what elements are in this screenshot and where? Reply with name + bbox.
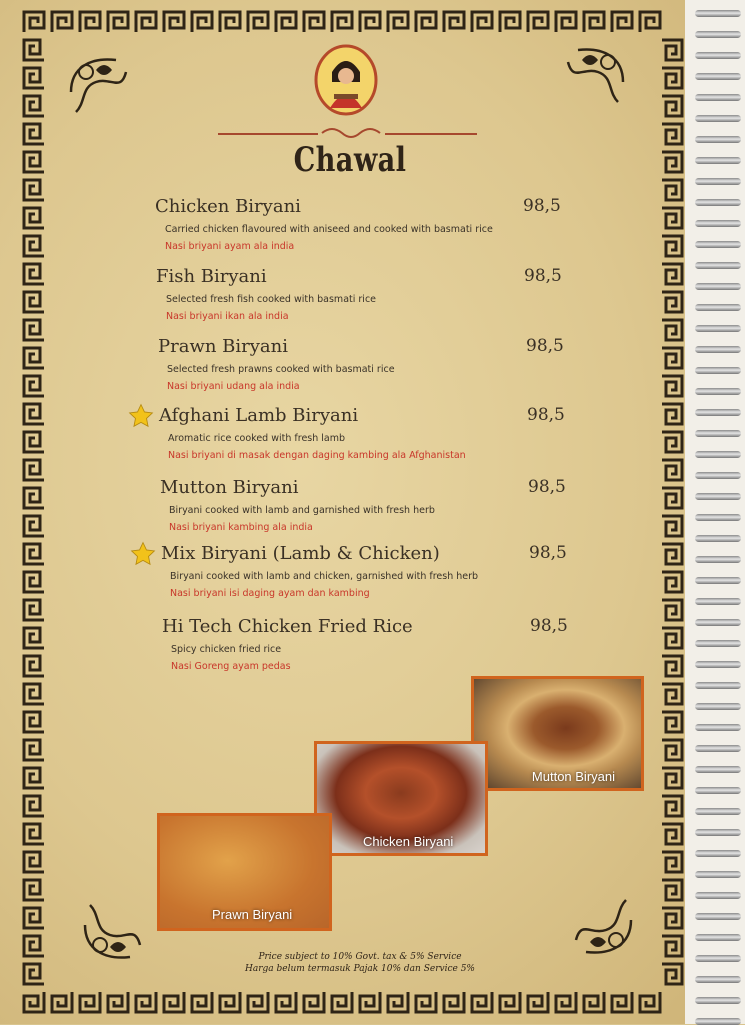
greek-key-motif bbox=[554, 990, 578, 1014]
spiral-ring bbox=[695, 346, 741, 353]
menu-item-translation: Nasi briyani kambing ala india bbox=[169, 522, 313, 533]
greek-key-motif bbox=[660, 906, 684, 930]
spiral-ring bbox=[695, 976, 741, 983]
spiral-ring bbox=[695, 619, 741, 626]
greek-key-motif bbox=[22, 878, 46, 902]
menu-item-price: 98,5 bbox=[523, 196, 561, 216]
menu-item-translation: Nasi briyani ikan ala india bbox=[166, 311, 289, 322]
photo-mutton-biryani bbox=[471, 676, 644, 791]
greek-key-motif bbox=[442, 990, 466, 1014]
spiral-ring bbox=[695, 514, 741, 521]
greek-key-motif bbox=[302, 10, 326, 34]
greek-key-motif bbox=[610, 10, 634, 34]
greek-key-motif bbox=[22, 710, 46, 734]
greek-key-motif bbox=[78, 10, 102, 34]
spiral-ring bbox=[695, 52, 741, 59]
greek-key-motif bbox=[660, 822, 684, 846]
spiral-ring bbox=[695, 157, 741, 164]
spiral-ring bbox=[695, 451, 741, 458]
greek-key-motif bbox=[22, 122, 46, 146]
spiral-ring bbox=[695, 850, 741, 857]
greek-key-motif bbox=[554, 10, 578, 34]
greek-key-motif bbox=[190, 990, 214, 1014]
greek-key-motif bbox=[660, 150, 684, 174]
menu-item-price: 98,5 bbox=[530, 616, 568, 636]
spiral-ring bbox=[695, 493, 741, 500]
greek-key-motif bbox=[22, 850, 46, 874]
menu-item-description: Aromatic rice cooked with fresh lamb bbox=[168, 433, 346, 444]
footer-note-translation: Harga belum termasuk Pajak 10% dan Service 5% bbox=[245, 964, 475, 974]
menu-item-price: 98,5 bbox=[527, 405, 565, 425]
greek-key-motif bbox=[442, 10, 466, 34]
greek-key-motif bbox=[498, 990, 522, 1014]
menu-item-description: Biryani cooked with lamb and chicken, garnished with fresh herb bbox=[170, 571, 479, 582]
greek-key-motif bbox=[660, 878, 684, 902]
greek-key-motif bbox=[660, 738, 684, 762]
menu-item bbox=[0, 266, 700, 326]
spiral-ring bbox=[695, 787, 741, 794]
floral-corner-icon bbox=[566, 890, 636, 960]
spiral-ring bbox=[695, 997, 741, 1004]
menu-item-description: Selected fresh fish cooked with basmati rice bbox=[166, 294, 377, 305]
greek-key-motif bbox=[330, 10, 354, 34]
spiral-ring bbox=[695, 640, 741, 647]
floral-corner-icon bbox=[66, 52, 136, 122]
greek-key-motif bbox=[78, 990, 102, 1014]
greek-key-motif bbox=[218, 990, 242, 1014]
greek-key-motif bbox=[526, 990, 550, 1014]
floral-corner-icon bbox=[558, 42, 628, 112]
greek-key-motif bbox=[134, 990, 158, 1014]
menu-item-name: Hi Tech Chicken Fried Rice bbox=[162, 616, 413, 637]
greek-key-motif bbox=[22, 906, 46, 930]
spiral-ring bbox=[695, 388, 741, 395]
menu-item bbox=[0, 543, 700, 603]
spiral-ring bbox=[695, 598, 741, 605]
spiral-ring bbox=[695, 136, 741, 143]
photo-caption: Prawn Biryani bbox=[212, 907, 293, 922]
greek-key-motif bbox=[50, 990, 74, 1014]
spiral-ring bbox=[695, 556, 741, 563]
greek-key-motif bbox=[386, 990, 410, 1014]
menu-item bbox=[0, 405, 700, 465]
greek-key-motif bbox=[414, 990, 438, 1014]
menu-item-description: Carried chicken flavoured with aniseed and cooked with basmati rice bbox=[165, 224, 493, 235]
greek-key-motif bbox=[22, 10, 46, 34]
greek-key-motif bbox=[526, 10, 550, 34]
spiral-ring bbox=[695, 913, 741, 920]
greek-key-motif bbox=[106, 10, 130, 34]
menu-item-translation: Nasi briyani di masak dengan daging kambing ala Afghanistan bbox=[168, 450, 466, 461]
spiral-ring bbox=[695, 430, 741, 437]
spiral-ring bbox=[695, 682, 741, 689]
menu-item-description: Selected fresh prawns cooked with basmati rice bbox=[167, 364, 395, 375]
menu-item-description: Spicy chicken fried rice bbox=[171, 644, 282, 655]
greek-key-motif bbox=[274, 10, 298, 34]
menu-item-price: 98,5 bbox=[528, 477, 566, 497]
menu-item-description: Biryani cooked with lamb and garnished with fresh herb bbox=[169, 505, 435, 516]
title-rule-right bbox=[385, 133, 477, 135]
menu-item bbox=[0, 336, 700, 396]
greek-key-motif bbox=[638, 10, 662, 34]
menu-item-translation: Nasi briyani isi daging ayam dan kambing bbox=[170, 588, 370, 599]
greek-key-motif bbox=[22, 150, 46, 174]
spiral-ring bbox=[695, 766, 741, 773]
spiral-ring bbox=[695, 535, 741, 542]
menu-item-price: 98,5 bbox=[529, 543, 567, 563]
menu-item-name: Chicken Biryani bbox=[155, 196, 301, 217]
menu-item-translation: Nasi briyani udang ala india bbox=[167, 381, 300, 392]
spiral-ring bbox=[695, 325, 741, 332]
title-rule-left bbox=[218, 133, 318, 135]
spiral-ring bbox=[695, 115, 741, 122]
woman-portrait-icon bbox=[314, 44, 378, 116]
greek-key-motif bbox=[660, 766, 684, 790]
menu-item-price: 98,5 bbox=[526, 336, 564, 356]
greek-key-motif bbox=[386, 10, 410, 34]
greek-key-motif bbox=[660, 38, 684, 62]
greek-key-motif bbox=[302, 990, 326, 1014]
spiral-ring bbox=[695, 577, 741, 584]
menu-item bbox=[0, 616, 700, 676]
greek-key-motif bbox=[660, 122, 684, 146]
footer-note: Price subject to 10% Govt. tax & 5% Service bbox=[258, 952, 462, 962]
spiral-ring bbox=[695, 829, 741, 836]
spiral-ring bbox=[695, 892, 741, 899]
spiral-ring bbox=[695, 934, 741, 941]
greek-key-motif bbox=[22, 38, 46, 62]
spiral-ring bbox=[695, 73, 741, 80]
page-title: Chawal bbox=[293, 140, 407, 180]
greek-key-motif bbox=[22, 766, 46, 790]
photo-prawn-biryani bbox=[157, 813, 332, 931]
greek-key-motif bbox=[582, 990, 606, 1014]
greek-key-motif bbox=[498, 10, 522, 34]
spiral-ring bbox=[695, 304, 741, 311]
greek-key-motif bbox=[660, 794, 684, 818]
greek-key-motif bbox=[638, 990, 662, 1014]
greek-key-motif bbox=[358, 10, 382, 34]
spiral-ring bbox=[695, 661, 741, 668]
spiral-ring bbox=[695, 94, 741, 101]
spiral-ring bbox=[695, 409, 741, 416]
greek-key-motif bbox=[470, 10, 494, 34]
greek-key-motif bbox=[162, 10, 186, 34]
greek-key-motif bbox=[358, 990, 382, 1014]
greek-key-motif bbox=[660, 66, 684, 90]
greek-key-motif bbox=[22, 990, 46, 1014]
greek-key-motif bbox=[470, 990, 494, 1014]
spiral-ring bbox=[695, 10, 741, 17]
menu-item-translation: Nasi briyani ayam ala india bbox=[165, 241, 295, 252]
menu-item-translation: Nasi Goreng ayam pedas bbox=[171, 661, 291, 672]
spiral-ring bbox=[695, 262, 741, 269]
greek-key-motif bbox=[274, 990, 298, 1014]
greek-key-motif bbox=[660, 682, 684, 706]
menu-item-name: Mutton Biryani bbox=[160, 477, 299, 498]
greek-key-motif bbox=[414, 10, 438, 34]
greek-key-motif bbox=[22, 822, 46, 846]
greek-key-motif bbox=[106, 990, 130, 1014]
greek-key-motif bbox=[22, 94, 46, 118]
greek-key-motif bbox=[218, 10, 242, 34]
spiral-ring bbox=[695, 472, 741, 479]
menu-item-price: 98,5 bbox=[524, 266, 562, 286]
greek-key-motif bbox=[582, 10, 606, 34]
greek-key-motif bbox=[660, 850, 684, 874]
menu-item bbox=[0, 196, 700, 256]
greek-key-motif bbox=[660, 94, 684, 118]
greek-key-motif bbox=[22, 794, 46, 818]
spiral-ring bbox=[695, 745, 741, 752]
greek-key-motif bbox=[660, 710, 684, 734]
greek-key-motif bbox=[246, 10, 270, 34]
greek-key-motif bbox=[22, 682, 46, 706]
greek-key-motif bbox=[134, 10, 158, 34]
title-flourish-icon bbox=[318, 126, 384, 140]
menu-item-name: Prawn Biryani bbox=[158, 336, 289, 357]
greek-key-motif bbox=[330, 990, 354, 1014]
greek-key-motif bbox=[610, 990, 634, 1014]
spiral-ring bbox=[695, 220, 741, 227]
spiral-ring bbox=[695, 703, 741, 710]
greek-key-motif bbox=[50, 10, 74, 34]
menu-item-name: Mix Biryani (Lamb & Chicken) bbox=[161, 543, 440, 564]
menu-item-name: Afghani Lamb Biryani bbox=[159, 405, 359, 426]
greek-key-motif bbox=[190, 10, 214, 34]
spiral-ring bbox=[695, 31, 741, 38]
photo-caption: Chicken Biryani bbox=[363, 834, 454, 849]
spiral-ring bbox=[695, 367, 741, 374]
spiral-ring bbox=[695, 871, 741, 878]
spiral-ring bbox=[695, 808, 741, 815]
menu-item-name: Fish Biryani bbox=[156, 266, 267, 287]
menu-item bbox=[0, 477, 700, 537]
spiral-ring bbox=[695, 178, 741, 185]
spiral-ring bbox=[695, 199, 741, 206]
spiral-ring bbox=[695, 241, 741, 248]
spiral-ring bbox=[695, 724, 741, 731]
greek-key-motif bbox=[162, 990, 186, 1014]
photo-chicken-biryani bbox=[314, 741, 488, 856]
star-icon bbox=[128, 403, 154, 429]
greek-key-motif bbox=[22, 66, 46, 90]
greek-key-motif bbox=[246, 990, 270, 1014]
spiral-ring bbox=[695, 283, 741, 290]
star-icon bbox=[130, 541, 156, 567]
greek-key-motif bbox=[22, 738, 46, 762]
photo-caption: Mutton Biryani bbox=[531, 769, 615, 784]
